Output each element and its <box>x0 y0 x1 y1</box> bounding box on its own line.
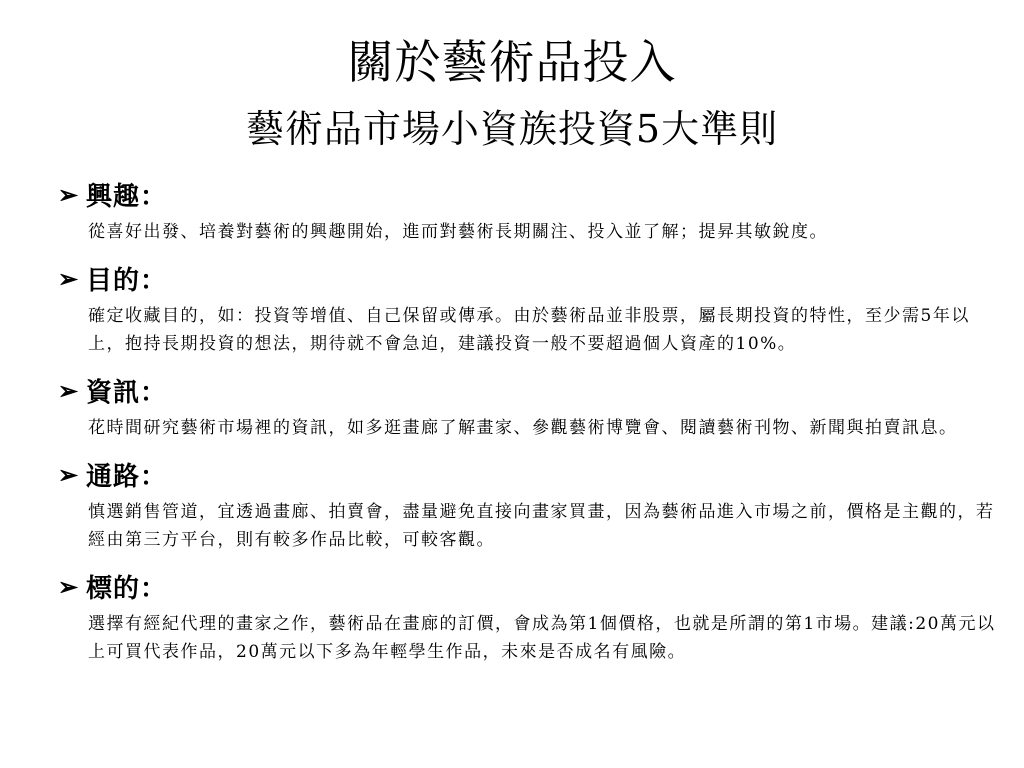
section-heading <box>58 256 1008 300</box>
arrow-bullet-icon: ➢ <box>58 179 80 209</box>
content-area <box>58 172 1008 676</box>
section-heading-text: 通路： <box>86 461 168 492</box>
section-body: 確定收藏目的，如：投資等增值、自己保留或傳承。由於藝術品並非股票，屬長期投資的特性，至少需5年以上，抱持長期投資的想法，期待就不會急迫，建議投資一般不要超過個人資產的10%。 <box>88 306 970 354</box>
section-target <box>58 564 1008 666</box>
arrow-bullet-icon: ➢ <box>58 459 80 489</box>
section-body: 花時間研究藝術市場裡的資訊，如多逛畫廊了解畫家、參觀藝術博覽會、閱讀藝術刊物、新聞與拍賣訊息。 <box>88 418 958 438</box>
section-body: 從喜好出發、培養對藝術的興趣開始，進而對藝術長期關注、投入並了解；提昇其敏銳度。 <box>88 222 828 242</box>
arrow-bullet-icon: ➢ <box>58 263 80 293</box>
section-body: 慎選銷售管道，宜透過畫廊、拍賣會，盡量避免直接向畫家買畫，因為藝術品進入市場之前，價格是主觀的，若經由第三方平台，則有較多作品比較，可較客觀。 <box>88 502 995 550</box>
section-channels <box>58 452 1008 554</box>
slide-subtitle: 藝術品市場小資族投資5大準則 <box>245 107 779 151</box>
section-heading <box>58 452 1008 496</box>
section-purpose <box>58 256 1008 358</box>
section-body: 選擇有經紀代理的畫家之作，藝術品在畫廊的訂價，會成為第1個價格，也就是所謂的第1市場。建議:20萬元以上可買代表作品，20萬元以下多為年輕學生作品，未來是否成名有風險。 <box>88 614 996 662</box>
section-heading-text: 標的： <box>86 573 168 604</box>
slide-title: 關於藝術品投入 <box>347 35 677 89</box>
section-information <box>58 368 1008 442</box>
arrow-bullet-icon: ➢ <box>58 375 80 405</box>
section-heading <box>58 564 1008 608</box>
section-heading-text: 資訊： <box>86 377 168 408</box>
section-heading <box>58 368 1008 412</box>
section-interest <box>58 172 1008 246</box>
section-heading-text: 興趣： <box>86 181 168 212</box>
arrow-bullet-icon: ➢ <box>58 571 80 601</box>
section-heading <box>58 172 1008 216</box>
section-heading-text: 目的： <box>86 265 168 296</box>
